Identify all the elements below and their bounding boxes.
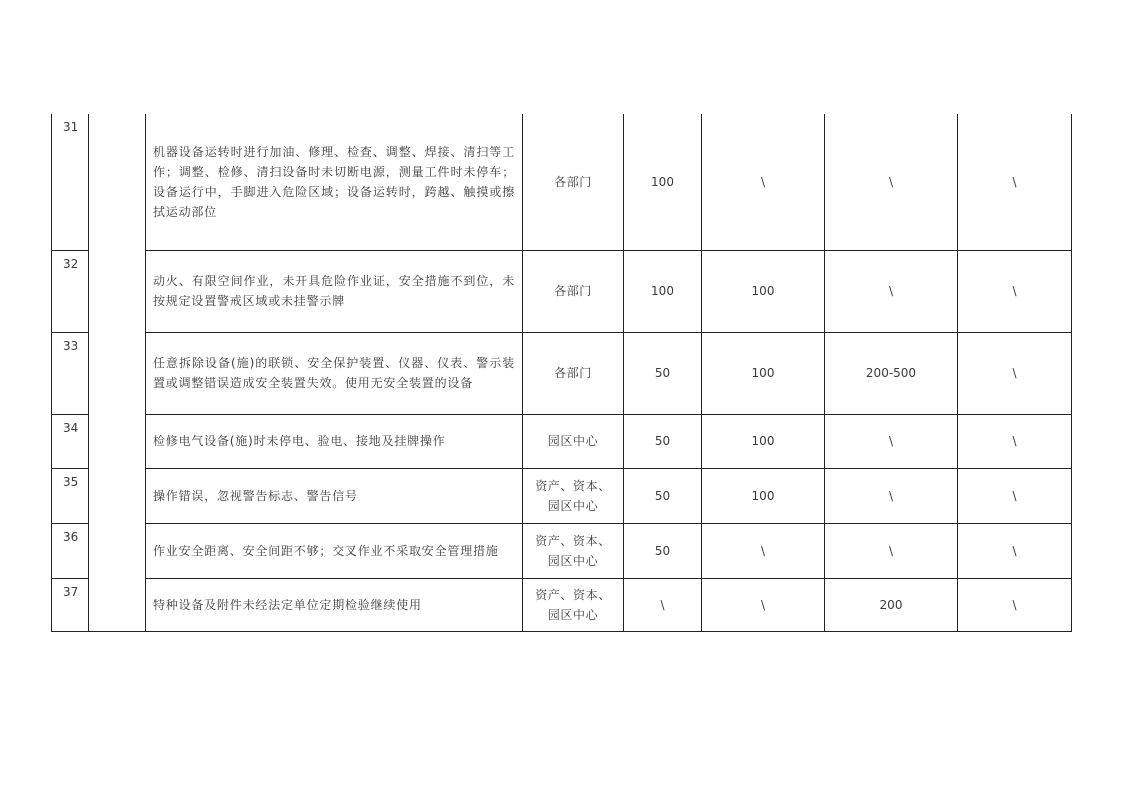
violation-description: 机器设备运转时进行加油、修理、检查、调整、焊接、清扫等工作；调整、检修、清扫设备时未切断电源，测量工件时未停车；设备运行中，手脚进入危险区域；设备运转时，跨越、触摸或擦拭运动部位	[146, 114, 523, 250]
penalty-cell-4: \	[958, 578, 1072, 631]
penalty-cell-1: 50	[624, 523, 702, 578]
penalty-cell-3: \	[825, 250, 958, 332]
violation-description: 特种设备及附件未经法定单位定期检验继续使用	[146, 578, 523, 631]
penalty-cell-4: \	[958, 114, 1072, 250]
responsible-department: 各部门	[523, 332, 624, 414]
table-row	[52, 332, 1072, 414]
penalty-cell-3: \	[825, 114, 958, 250]
penalty-cell-2: \	[702, 578, 825, 631]
penalty-cell-3: \	[825, 468, 958, 523]
penalty-cell-2: 100	[702, 414, 825, 468]
penalty-cell-2: \	[702, 114, 825, 250]
table-row	[52, 523, 1072, 578]
responsible-department: 各部门	[523, 250, 624, 332]
row-number: 34	[52, 414, 89, 468]
penalty-cell-4: \	[958, 468, 1072, 523]
table-row	[52, 468, 1072, 523]
table-row	[52, 250, 1072, 332]
penalty-cell-1: 50	[624, 332, 702, 414]
penalty-cell-3: \	[825, 414, 958, 468]
penalty-cell-1: 100	[624, 114, 702, 250]
row-number: 33	[52, 332, 89, 414]
penalty-cell-4: \	[958, 523, 1072, 578]
penalty-cell-1: \	[624, 578, 702, 631]
violation-description: 操作错误，忽视警告标志、警告信号	[146, 468, 523, 523]
penalty-cell-1: 100	[624, 250, 702, 332]
penalty-cell-2: 100	[702, 468, 825, 523]
responsible-department: 各部门	[523, 114, 624, 250]
table-row	[52, 578, 1072, 631]
row-number: 31	[52, 114, 89, 250]
penalty-cell-2: 100	[702, 250, 825, 332]
penalty-cell-3: \	[825, 523, 958, 578]
table-row	[52, 114, 1072, 250]
row-number: 32	[52, 250, 89, 332]
penalty-table	[51, 114, 1072, 632]
penalty-cell-4: \	[958, 250, 1072, 332]
penalty-cell-4: \	[958, 332, 1072, 414]
penalty-cell-2: 100	[702, 332, 825, 414]
row-number: 36	[52, 523, 89, 578]
violation-description: 检修电气设备(施)时未停电、验电、接地及挂牌操作	[146, 414, 523, 468]
penalty-cell-4: \	[958, 414, 1072, 468]
table-row	[52, 414, 1072, 468]
violation-description: 作业安全距离、安全间距不够；交叉作业不采取安全管理措施	[146, 523, 523, 578]
responsible-department: 资产、资本、园区中心	[523, 523, 624, 578]
violation-description: 动火、有限空间作业，未开具危险作业证，安全措施不到位，未按规定设置警戒区域或未挂警示牌	[146, 250, 523, 332]
row-number: 35	[52, 468, 89, 523]
row-number: 37	[52, 578, 89, 631]
responsible-department: 资产、资本、园区中心	[523, 468, 624, 523]
responsible-department: 园区中心	[523, 414, 624, 468]
category-cell	[89, 114, 146, 631]
penalty-cell-1: 50	[624, 468, 702, 523]
violation-description: 任意拆除设备(施)的联锁、安全保护装置、仪器、仪表、警示装置或调整错误造成安全装置失效。使用无安全装置的设备	[146, 332, 523, 414]
penalty-cell-3: 200	[825, 578, 958, 631]
penalty-cell-3: 200-500	[825, 332, 958, 414]
responsible-department: 资产、资本、园区中心	[523, 578, 624, 631]
penalty-cell-2: \	[702, 523, 825, 578]
penalty-cell-1: 50	[624, 414, 702, 468]
